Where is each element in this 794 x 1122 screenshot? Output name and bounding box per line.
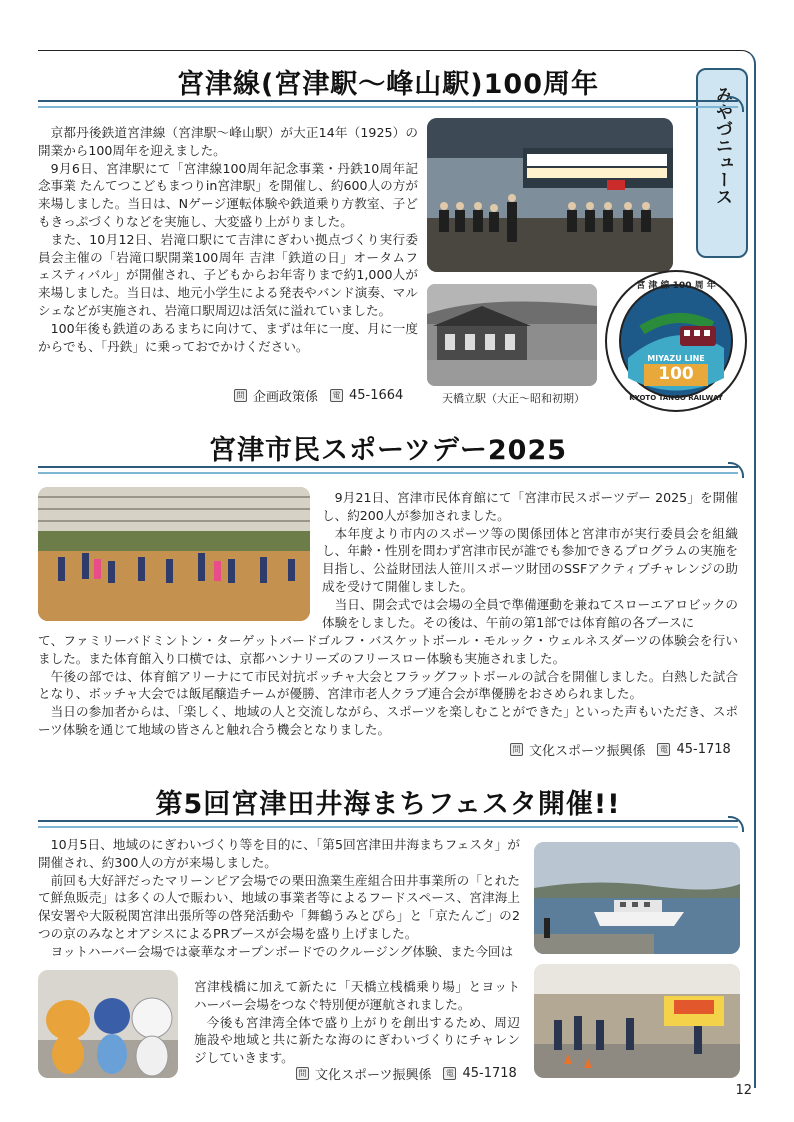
phone-icon: 電 [657,743,670,756]
festival-photo-graphic [427,118,673,272]
mascots-photo [38,970,178,1078]
mascots-graphic [38,970,178,1078]
section2-paragraph: 午後の部では、体育館アリーナにて市民対抗ボッチャ大会とフラッグフットボールの試合を開催しました。白熱した試合となり、ボッチャ大会では飯尾醸造チームが優勝、宮津市老人クラブ連合会が準優勝をおさめられました。 [38,668,738,702]
contact-dept: 文化スポーツ振興係 [315,1068,432,1083]
section1-title: 宮津線(宮津駅～峰山駅)100周年 [176,69,600,100]
inquiry-icon: 問 [510,743,523,756]
section1-contact [234,386,403,405]
inquiry-icon: 問 [296,1067,309,1080]
badge-number: 100 [658,364,694,384]
section2-body-narrow [322,489,738,631]
section1-rule [38,100,738,108]
section2-contact [510,740,731,759]
section2-paragraph: て、ファミリーバドミントン・ターゲットバードゴルフ・バスケットボール・モルック・ウェルネスダーツの体験会を行いました。また体育館入り口横では、京都ハンナリーズのフリースロー体験も実施されました。 [38,633,738,666]
phone-icon: 電 [443,1067,456,1080]
boat-photo-graphic [534,842,740,954]
contact-dept: 文化スポーツ振興係 [529,744,646,759]
section1-paragraph: 京都丹後鉄道宮津線（宮津駅～峰山駅）が大正14年（1925）の開業から100周年を迎えました。 [38,125,418,158]
section1-paragraph: 100年後も鉄道のあるまちに向けて、まずは年に一度、月に一度からでも、「丹鉄」に乗っておでかけください。 [38,320,418,354]
section3-rule [38,820,738,828]
historic-station-photo [427,284,597,386]
historic-photo-caption: 天橋立駅（大正～昭和初期） [442,392,585,405]
section3-paragraph: 今後も宮津湾全体で盛り上がりを創出するため、周辺施設や地域と共に新たな海のにぎわいづくりにチャレンジしていきます。 [194,1014,520,1066]
top-rule [38,50,698,51]
market-photo-graphic [534,964,740,1078]
side-rule [754,78,756,1088]
contact-tel: 45-1664 [349,388,404,403]
historic-station-graphic [427,284,597,386]
gym-photo [38,487,310,621]
festival-photo [427,118,673,272]
boat-photo [534,842,740,954]
section2-paragraph: 当日、開会式では会場の全員で準備運動を兼ねてスローエアロビックの体験をしました。その後は、午前の第1部では体育館の各ブースに [322,596,738,630]
section3-paragraph: 宮津桟橋に加えて新たに「天橋立桟橋乗り場」とヨットハーバー会場をつなぐ特別便が運航されました。 [194,979,520,1012]
section2-paragraph: 当日の参加者からは、｢楽しく、地域の人と交流しながら、スポーツを楽しむことができた｣ といった声もいただき、スポーツ体験を通じて地域の皆さんと触れ合う機会となりました。 [38,704,738,737]
market-photo [534,964,740,1078]
section-tab-label: みやづニュース [712,86,732,205]
section3-body-bottom [194,978,520,1067]
section3-contact [296,1064,517,1083]
section1-paragraph: また、10月12日、岩滝口駅にて吉津にぎわい拠点づくり実行委員会主催の「岩滝口駅開業100周年 吉津「鉄道の日」オータムフェスティバル」が開催され、子どもからお年寄りまで約1,000人が来場しました。当日は、地元小学生による発表やバンド演奏、マルシェなどが実施され、岩滝口駅周辺は活気に溢れていました。 [38,231,418,318]
section3-paragraph: 10月5日、地域のにぎわいづくり等を目的に、「第5回宮津田井海まちフェスタ」が開催され、約300人の方が来場しました。 [38,837,520,870]
section2-rule [38,466,738,474]
section3-body-top [38,836,520,961]
section2-body-wide [38,632,738,739]
inquiry-icon: 問 [234,389,247,402]
section3-paragraph: ヨットハーバー会場では豪華なオープンボードでのクルージング体験、また今回は [50,943,514,959]
anniversary-badge [602,268,750,414]
section2-paragraph: 9月21日、宮津市民体育館にて「宮津市民スポーツデー 2025」を開催し、約200人が参加されました。 [322,490,738,523]
contact-tel: 45-1718 [676,742,731,757]
section1-body [38,124,418,355]
section2-title: 宮津市民スポーツデー2025 [208,435,568,466]
contact-tel: 45-1718 [462,1066,517,1081]
page-number: 12 [735,1083,752,1098]
badge-line-text: MIYAZU LINE [647,354,705,363]
section2-paragraph: 本年度より市内のスポーツ等の関係団体と宮津市が実行委員会を組織し、年齢・性別を問わず宮津市民が誰でも参加できるプログラムの実施を目指し、公益財団法人笹川スポーツ財団のSSFアクティブチャレンジの助成を受けて開催しました。 [322,525,738,594]
phone-icon: 電 [330,389,343,402]
section1-paragraph: 9月6日、宮津駅にて「宮津線100周年記念事業・丹鉄10周年記念事業 たんてつこどもまつりin宮津駅」を開催し、約600人の方が来場しました。当日は、Nゲージ運転体験や鉄道乗り方教室、子どもきっぷづくりなどを実施し、大変盛り上がりました。 [38,160,418,229]
contact-dept: 企画政策係 [253,390,319,405]
section3-paragraph: 前回も大好評だったマリーンピア会場での栗田漁業生産組合田井事業所の「とれたて鮮魚販売」は多くの人で賑わい、地域の事業者等によるフードスペース、宮津海上保安署や大阪税関宮津出張所等の啓発活動や「舞鶴うみとぴら」と「京たんご」の2つの京のみなとオアシスによるPRブースが会場を盛り上げました。 [38,872,520,941]
badge-bottom-text: KYOTO TANGO RAILWAY [629,394,723,402]
section3-title: 第5回宮津田井海まちフェスタ開催!! [155,789,621,820]
gym-photo-graphic [38,487,310,621]
badge-top-text: 宮 津 線 100 周 年 [636,281,716,291]
